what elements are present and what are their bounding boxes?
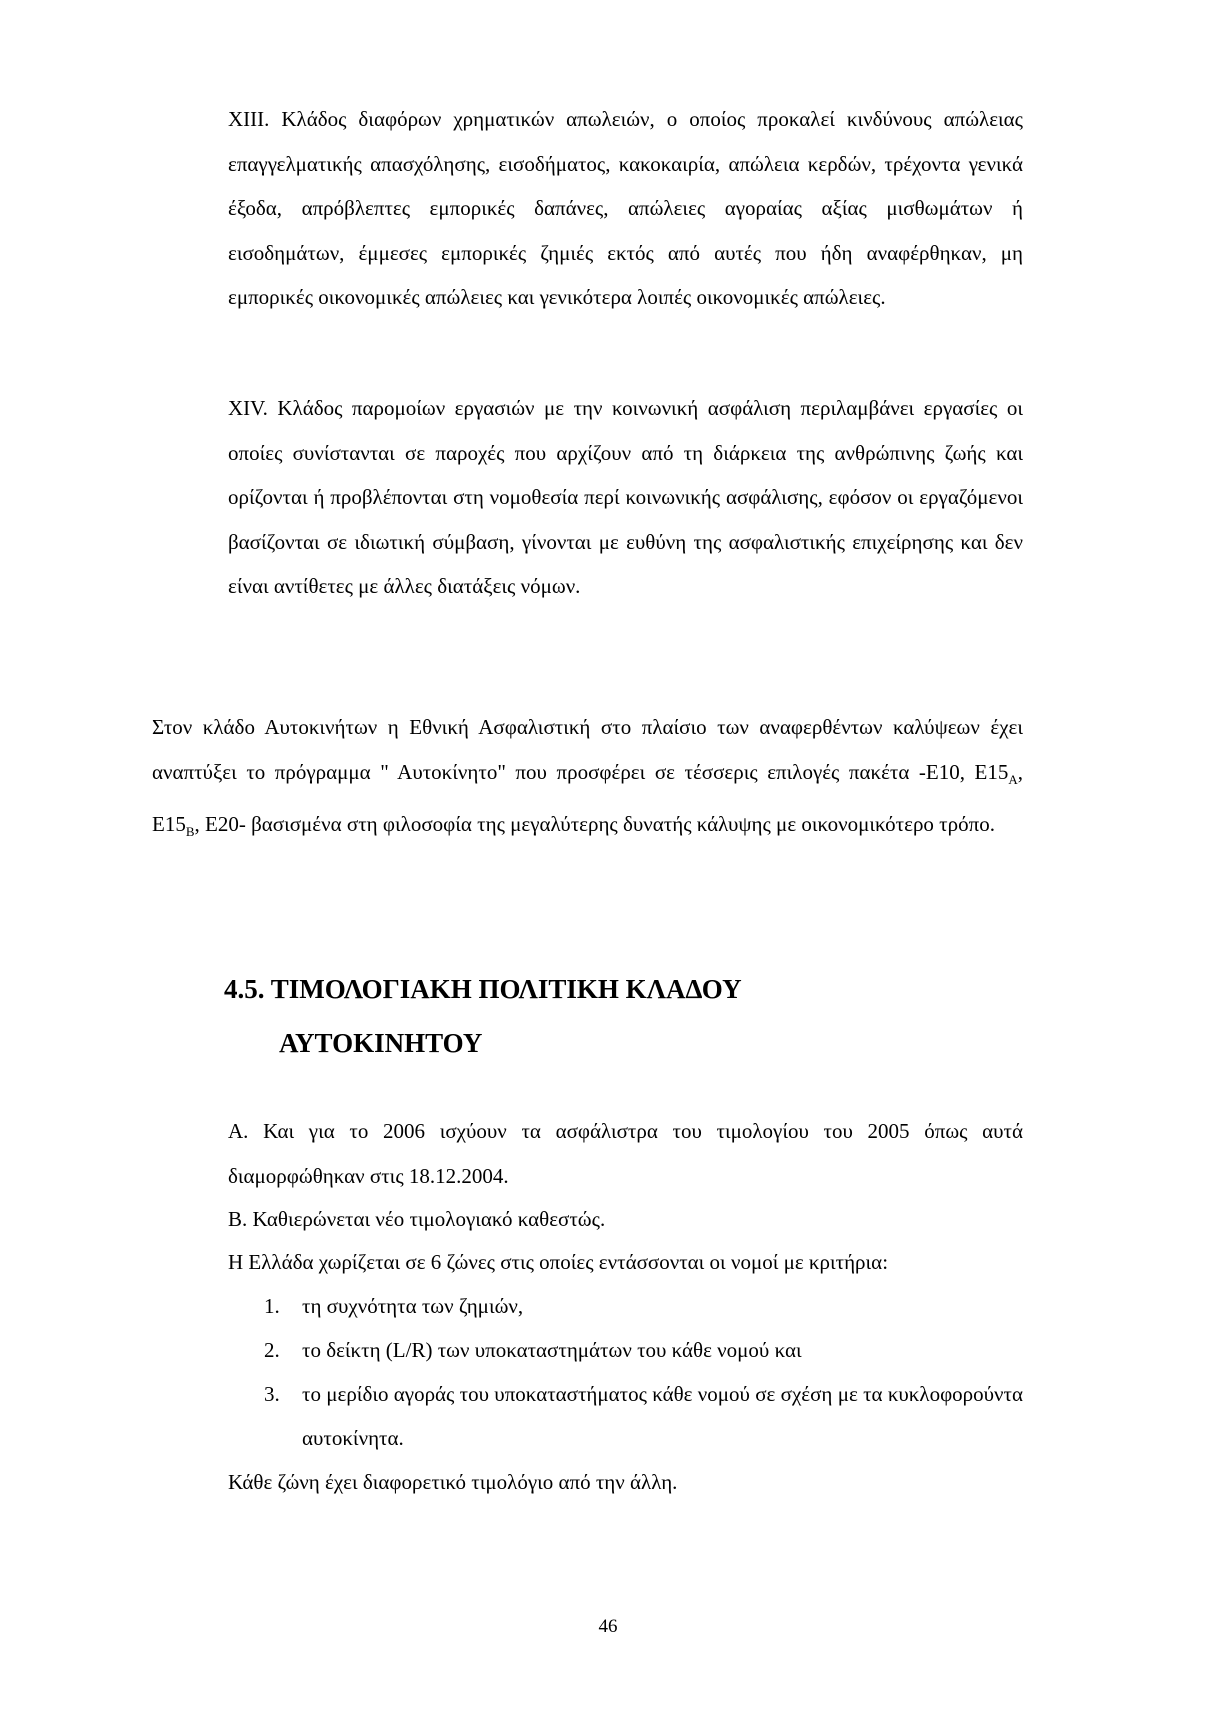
page-number: 46 (598, 1616, 618, 1637)
paragraph-xiii: XIII. Κλάδος διαφόρων χρηματικών απωλειών, ο οποίος προκαλεί κινδύνους απώλειας επαγγελματικής απασχόλησης, εισοδήματος, κακοκαιρία, απώλεια κερδών, τρέχοντα γενικά έξοδα, απρόβλεπτες εμπορικές δαπάνες, απώλειες αγοραίας αξίας μισθωμάτων ή εισοδημάτων, έμμεσες εμπορικές ζημιές εκτός από αυτές που ήδη αναφέρθηκαν, μη εμπορικές οικονομικές απώλειες και γενικότερα λοιπές οικονομικές απώλειες. (228, 107, 1023, 309)
list-item-number: 1. (264, 1294, 280, 1318)
zones-intro: Η Ελλάδα χωρίζεται σε 6 ζώνες στις οποίες εντάσσονται οι νομοί με κριτήρια: (228, 1250, 889, 1274)
list-item (228, 1372, 1023, 1460)
list-item (228, 1328, 1023, 1372)
auto-program-text-1: Στον κλάδο Αυτοκινήτων η Εθνική Ασφαλιστική στο πλαίσιο των αναφερθέντων καλύψεων έχει αναπτύξει το πρόγραμμα " Αυτοκίνητο" που προσφέρει σε τέσσερις επιλογές πακέτα -Ε10, Ε15 (152, 715, 1023, 784)
section-heading-line2: ΑΥΤΟΚΙΝΗΤΟΥ (279, 1028, 483, 1058)
list-item-text: το δείκτη (L/R) των υποκαταστημάτων του κάθε νομού και (302, 1338, 802, 1362)
list-item-number: 3. (264, 1382, 280, 1406)
list-item (228, 1284, 1023, 1328)
section-heading (224, 962, 1014, 1070)
closing-line: Κάθε ζώνη έχει διαφορετικό τιμολόγιο από την άλλη. (228, 1470, 678, 1494)
auto-program-text-3: , Ε20- βασισμένα στη φιλοσοφία της μεγαλύτερης δυνατής κάλυψης με οικονομικότερο τρόπο. (194, 812, 995, 837)
subscript-b: Β (185, 824, 195, 840)
section-heading-line1: 4.5. ΤΙΜΟΛΟΓΙΑΚΗ ΠΟΛΙΤΙΚΗ ΚΛΑΔΟΥ (224, 974, 742, 1004)
list-item-number: 2. (264, 1338, 280, 1362)
paragraph-xiv: XIV. Κλάδος παρομοίων εργασιών με την κοινωνική ασφάλιση περιλαμβάνει εργασίες οι οποίες συνίστανται σε παροχές που αρχίζουν από τη διάρκεια της ανθρώπινης ζωής και ορίζονται ή προβλέπονται στη νομοθεσία περί κοινωνικής ασφάλισης, εφόσον οι εργαζόμενοι βασίζονται σε ιδιωτική σύμβαση, γίνονται με ευθύνη της ασφαλιστικής επιχείρησης και δεν είναι αντίθετες με άλλες διατάξεις νόμων. (228, 396, 1023, 598)
paragraph-auto-program (152, 705, 1023, 855)
auto-program-text-2: , Ε15 (152, 759, 1023, 837)
pricing-paragraph-b: Β. Καθιερώνεται νέο τιμολογιακό καθεστώς. (228, 1207, 606, 1231)
list-item-text: τη συχνότητα των ζημιών, (302, 1294, 524, 1318)
list-item-text: το μερίδιο αγοράς του υποκαταστήματος κάθε νομού σε σχέση με τα κυκλοφορούντα αυτοκίνητα. (302, 1382, 1023, 1450)
subscript-a: Α (1008, 771, 1018, 787)
pricing-paragraph-a: Α. Και για το 2006 ισχύουν τα ασφάλιστρα του τιμολογίου του 2005 όπως αυτά διαμορφώθηκαν στις 18.12.2004. (228, 1119, 1023, 1188)
